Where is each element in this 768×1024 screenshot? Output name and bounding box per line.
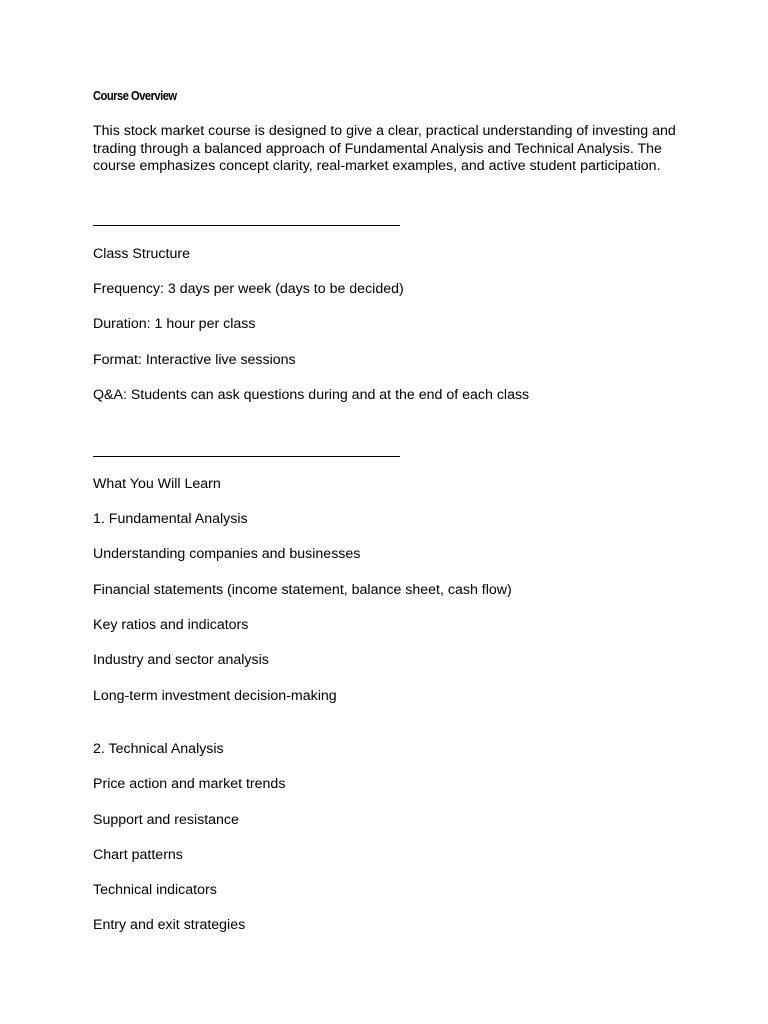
list-item: Understanding companies and businesses <box>93 546 361 562</box>
class-structure-format: Format: Interactive live sessions <box>93 352 296 368</box>
list-item: Technical indicators <box>93 882 217 898</box>
class-structure-qa: Q&A: Students can ask questions during and at the end of each class <box>93 387 530 403</box>
learn-heading: What You Will Learn <box>93 476 221 492</box>
list-item: Price action and market trends <box>93 776 286 792</box>
section-divider <box>93 225 400 226</box>
list-item: Entry and exit strategies <box>93 917 246 933</box>
list-item: Financial statements (income statement, balance sheet, cash flow) <box>93 582 512 598</box>
intro-paragraph: This stock market course is designed to give a clear, practical understanding of investing and trading through a balanced approach of Fundamental Analysis and Technical Analysis. The course emphasizes concept clarity, real-market examples, and active student participation. <box>93 123 676 175</box>
section-divider <box>93 456 400 457</box>
list-item: Long-term investment decision-making <box>93 688 337 704</box>
list-item: Chart patterns <box>93 847 183 863</box>
list-item: Support and resistance <box>93 812 239 828</box>
list-item: Industry and sector analysis <box>93 652 269 668</box>
page-title: Course Overview <box>93 88 177 103</box>
technical-analysis-title: 2. Technical Analysis <box>93 741 224 757</box>
class-structure-duration: Duration: 1 hour per class <box>93 316 256 332</box>
class-structure-frequency: Frequency: 3 days per week (days to be decided) <box>93 281 404 297</box>
list-item: Key ratios and indicators <box>93 617 249 633</box>
fundamental-analysis-title: 1. Fundamental Analysis <box>93 511 248 527</box>
class-structure-heading: Class Structure <box>93 246 190 262</box>
